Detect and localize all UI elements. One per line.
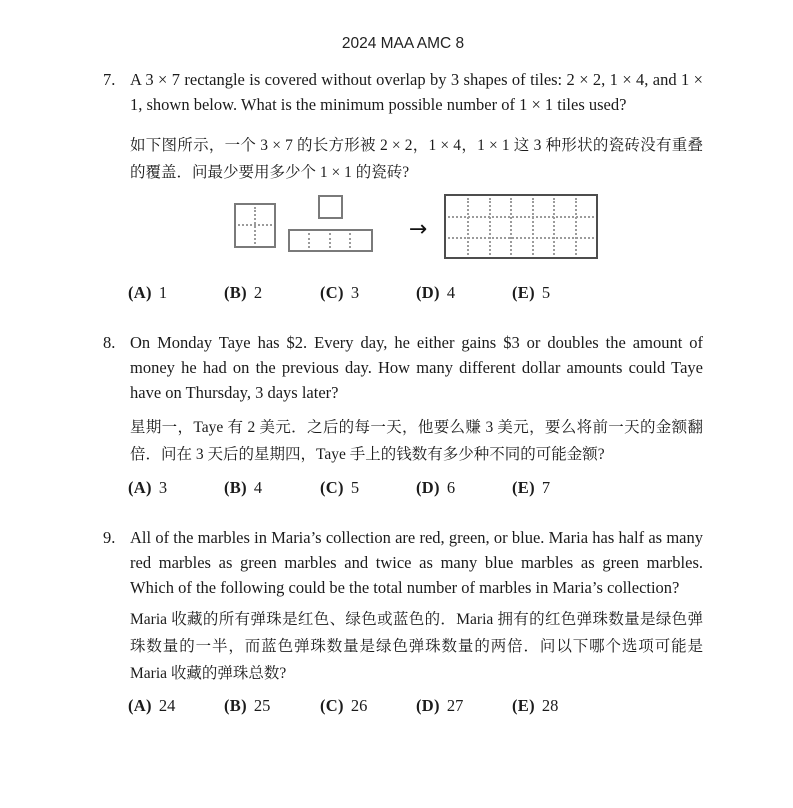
option-b: [224, 696, 320, 716]
option-a: [128, 283, 224, 303]
page-title: 2024 MAA AMC 8: [341, 35, 465, 52]
option-a-value: 1: [158, 283, 168, 302]
problem-text-chinese: Maria 收藏的所有弹珠是红色、绿色或蓝色的．Maria 拥有的红色弹珠数量是绿色弹珠数量的一半，而蓝色弹珠数量是绿色弹珠数量的两倍．问以下哪个选项可能是 Maria 收藏的弹珠总数?: [130, 611, 703, 682]
option-a-label: (A): [128, 283, 152, 302]
problem-text-english: All of the marbles in Maria’s collection are red, green, or blue. Maria has half as many red marbles as green marbles and twice as many blue marbles as green marbles. Which of the following could be the total number of marbles in Maria’s collection?: [130, 528, 703, 597]
tile-2x2: [234, 203, 276, 248]
grid-line: [349, 233, 351, 248]
grid-3x7: [444, 194, 598, 259]
grid-line: [329, 233, 331, 248]
option-a-value: 3: [158, 478, 168, 497]
problem-number: 8.: [103, 333, 116, 352]
option-b: [224, 478, 320, 498]
option-c-label: (C): [320, 696, 344, 715]
option-d: [416, 478, 512, 498]
problem-text-english: On Monday Taye has $2. Every day, he either gains $3 or doubles the amount of money he had on the previous day. How many different dollar amounts could Taye have on Thursday, 3 days later?: [130, 333, 703, 402]
option-c: [320, 283, 416, 303]
option-c-label: (C): [320, 283, 344, 302]
answer-options: [128, 696, 703, 716]
tile-1x4: [288, 229, 373, 252]
option-d-value: 27: [446, 696, 464, 715]
option-d-label: (D): [416, 696, 440, 715]
problem-9: [103, 525, 703, 716]
problem-number: 7.: [103, 70, 116, 89]
grid-line: [448, 216, 594, 218]
option-c-value: 3: [350, 283, 360, 302]
option-e-value: 7: [541, 478, 551, 497]
option-e-label: (E): [512, 478, 535, 497]
option-b: [224, 283, 320, 303]
option-c-label: (C): [320, 478, 344, 497]
option-e-value: 5: [541, 283, 551, 302]
problem-text-english: A 3 × 7 rectangle is covered without overlap by 3 shapes of tiles: 2 × 2, 1 × 4, and 1 × 1, shown below. What is the minimum possible number of 1 × 1 tiles used?: [130, 70, 703, 114]
answer-options: [128, 283, 703, 303]
option-e: [512, 478, 550, 498]
problem-8: [103, 330, 703, 498]
option-c: [320, 696, 416, 716]
problem-text-chinese: 星期一，Taye 有 2 美元．之后的每一天，他要么赚 3 美元，要么将前一天的金额翻倍．问在 3 天后的星期四，Taye 手上的钱数有多少种不同的可能金额?: [130, 419, 703, 463]
problem-7: [103, 67, 703, 303]
option-e-label: (E): [512, 283, 535, 302]
option-a: [128, 696, 224, 716]
option-a-value: 24: [158, 696, 176, 715]
option-b-label: (B): [224, 283, 247, 302]
option-e: [512, 696, 558, 716]
grid-line: [510, 198, 512, 255]
option-b-label: (B): [224, 478, 247, 497]
grid-line: [553, 198, 555, 255]
content-column: [103, 0, 703, 716]
option-b-value: 2: [253, 283, 263, 302]
option-d: [416, 696, 512, 716]
problem-number: 9.: [103, 528, 116, 547]
option-d-label: (D): [416, 283, 440, 302]
option-d-value: 6: [446, 478, 456, 497]
arrow-icon: →: [408, 217, 428, 242]
option-b-value: 25: [253, 696, 271, 715]
tile-1x1: [318, 195, 343, 219]
option-c-value: 5: [350, 478, 360, 497]
option-c: [320, 478, 416, 498]
option-c-value: 26: [350, 696, 368, 715]
grid-line: [575, 198, 577, 255]
option-a: [128, 478, 224, 498]
problem-text-chinese: 如下图所示，一个 3 × 7 的长方形被 2 × 2，1 × 4，1 × 1 这 3 种形状的瓷砖没有重叠的覆盖．问最少要用多少个 1 × 1 的瓷砖?: [130, 137, 703, 181]
option-e-label: (E): [512, 696, 535, 715]
grid-line: [489, 198, 491, 255]
option-e: [512, 283, 550, 303]
answer-options: [128, 478, 703, 498]
option-a-label: (A): [128, 696, 152, 715]
option-d: [416, 283, 512, 303]
grid-line: [448, 237, 594, 239]
option-a-label: (A): [128, 478, 152, 497]
option-d-label: (D): [416, 478, 440, 497]
grid-line: [308, 233, 310, 248]
option-b-value: 4: [253, 478, 263, 497]
option-d-value: 4: [446, 283, 456, 302]
grid-line: [467, 198, 469, 255]
grid-line: [532, 198, 534, 255]
tiles-figure: [130, 194, 703, 260]
option-e-value: 28: [541, 696, 559, 715]
option-b-label: (B): [224, 696, 247, 715]
grid-line: [238, 224, 272, 226]
